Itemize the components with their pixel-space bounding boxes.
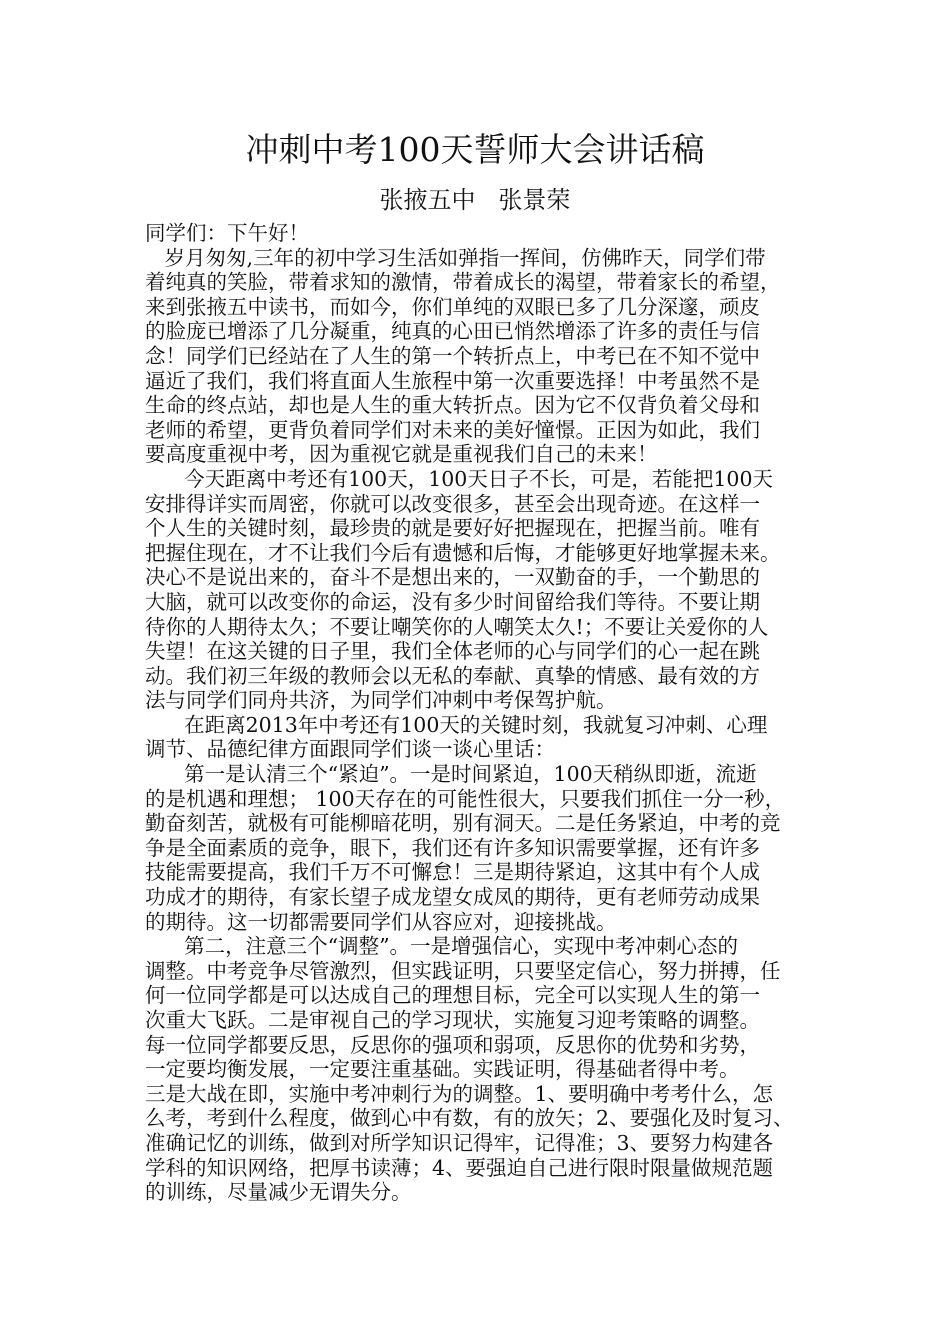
body-text-line: 功成才的期待，有家长望子成龙望女成凤的期待，更有老师劳动成果 xyxy=(145,885,760,910)
body-text-line: 的训练，尽量减少无谓失分。 xyxy=(145,1180,412,1205)
body-text-line: 今天距离中考还有100天，100天日子不长，可是，若能把100天 xyxy=(145,466,773,491)
body-text-line: 技能需要提高，我们千万不可懈怠！三是期待紧迫，这其中有个人成 xyxy=(145,860,760,885)
body-text-line: 何一位同学都是可以达成自己的理想目标，完全可以实现人生的第一 xyxy=(145,983,760,1008)
body-text-line: 第一是认清三个“紧迫”。一是时间紧迫，100天稍纵即逝，流逝 xyxy=(145,762,757,787)
body-text-line: 大脑，就可以改变你的命运，没有多少时间留给我们等待。不要让期 xyxy=(145,589,760,614)
body-text-line: 法与同学们同舟共济，为同学们冲刺中考保驾护航。 xyxy=(145,688,617,713)
body-text-line: 第二，注意三个“调整”。一是增强信心，实现中考冲刺心态的 xyxy=(145,934,739,959)
body-text-line: 次重大飞跃。二是审视自己的学习现状，实施复习迎考策略的调整。 xyxy=(145,1008,760,1032)
body-text-line: 准确记忆的训练，做到对所学知识记得牢，记得准；3、要努力构建各 xyxy=(145,1130,774,1155)
body-text-line: 个人生的关键时刻，最珍贵的就是要好好把握现在，把握当前。唯有 xyxy=(145,516,760,541)
body-text-line: 安排得详实而周密，你就可以改变很多，甚至会出现奇迹。在这样一 xyxy=(145,491,760,516)
body-text-line: 要高度重视中考，因为重视它就是重视我们自己的未来！ xyxy=(145,442,658,467)
body-text-line: 念！同学们已经站在了人生的第一个转折点上，中考已在不知不觉中 xyxy=(145,343,760,368)
body-text-line: 学科的知识网络，把厚书读薄；4、要强迫自己进行限时限量做规范题 xyxy=(145,1155,774,1180)
body-text-line: 调节、品德纪律方面跟同学们谈一谈心里话： xyxy=(145,737,555,762)
document-body xyxy=(145,221,815,1205)
body-text-line: 在距离2013年中考还有100天的关键时刻，我就复习冲刺、心理 xyxy=(145,712,768,737)
body-text-line: 待你的人期待太久；不要让嘲笑你的人嘲笑太久!；不要让关爱你的人 xyxy=(145,614,769,639)
body-text-line: 动。我们初三年级的教师会以无私的奉献、真挚的情感、最有效的方 xyxy=(145,663,760,688)
body-text-line: 来到张掖五中读书，而如今，你们单纯的双眼已多了几分深邃，顽皮 xyxy=(145,294,760,319)
body-text-line: 岁月匆匆,三年的初中学习生活如弹指一挥间，仿佛昨天，同学们带 xyxy=(145,245,766,270)
body-text-line: 的脸庞已增添了几分凝重，纯真的心田已悄然增添了许多的责任与信 xyxy=(145,319,760,344)
body-text-line: 每一位同学都要反思，反思你的强项和弱项，反思你的优势和劣势， xyxy=(145,1032,760,1057)
body-text-line: 决心不是说出来的，奋斗不是想出来的，一双勤奋的手，一个勤思的 xyxy=(145,565,760,590)
body-text-line: 的是机遇和理想； 100天存在的可能性很大，只要我们抓住一分一秒， xyxy=(145,786,786,811)
body-text-line: 老师的希望，更背负着同学们对未来的美好憧憬。正因为如此，我们 xyxy=(145,417,760,442)
body-text-line: 三是大战在即，实施中考冲刺行为的调整。1、要明确中考考什么，怎 xyxy=(145,1081,774,1106)
body-text-line: 调整。中考竞争尽管激烈，但实践证明，只要坚定信心，努力拼搏，任 xyxy=(145,958,781,983)
body-text-line: 争是全面素质的竞争，眼下，我们还有许多知识需要掌握，还有许多 xyxy=(145,835,760,860)
body-text-line: 同学们：下午好！ xyxy=(145,221,309,245)
body-text-line: 生命的终点站，却也是人生的重大转折点。因为它不仅背负着父母和 xyxy=(145,393,760,418)
body-text-line: 一定要均衡发展，一定要注重基础。实践证明，得基础者得中考。 xyxy=(145,1057,740,1082)
body-text-line: 的期待。这一切都需要同学们从容应对，迎接挑战。 xyxy=(145,909,617,934)
body-text-line: 着纯真的笑脸，带着求知的激情，带着成长的渴望，带着家长的希望， xyxy=(145,270,781,295)
body-text-line: 失望！在这关键的日子里，我们全体老师的心与同学们的心一起在跳 xyxy=(145,639,760,664)
document-author: 张掖五中 张景荣 xyxy=(379,186,571,214)
document-title: 冲刺中考100天誓师大会讲话稿 xyxy=(245,130,705,169)
body-text-line: 么考，考到什么程度，做到心中有数，有的放矢；2、要强化及时复习、 xyxy=(145,1106,794,1131)
body-text-line: 逼近了我们，我们将直面人生旅程中第一次重要选择！中考虽然不是 xyxy=(145,368,760,393)
body-text-line: 把握住现在，才不让我们今后有遗憾和后悔，才能够更好地掌握未来。 xyxy=(145,540,781,565)
body-text-line: 勤奋刻苦，就极有可能柳暗花明，别有洞天。二是任务紧迫，中考的竞 xyxy=(145,811,781,836)
